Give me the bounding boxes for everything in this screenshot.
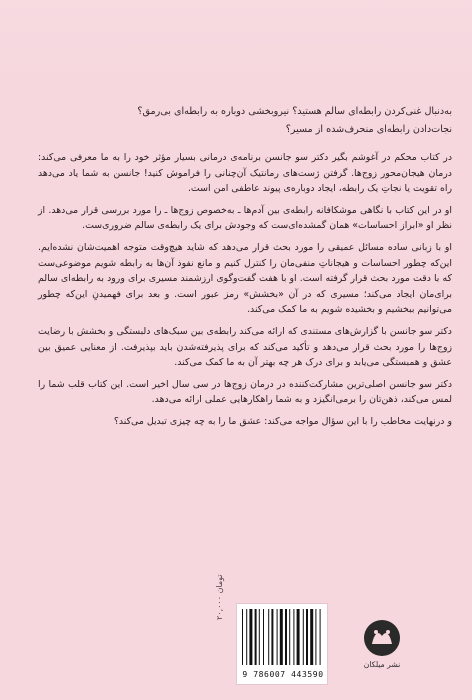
publisher-logo-icon [362, 618, 402, 658]
publisher-name: نشر میلکان [363, 660, 401, 669]
paragraph: او با زبانی ساده مسائل عمیقی را مورد بحث قرار می‌دهد که شاید هیچ‌وقت متوجه اهمیت‌شان نشده‌ایم. این‌که چطور احساسات و هیجاناتِ منفی‌مان را کنترل کنیم و مانع نفوذ آن‌ها به رابطه شویم موضوعی‌ست که با دقت مورد بحث قرار گرفته است. او با هفت گفت‌وگوی ارزشمند مسیری برای ورود به رابطه‌ای سالم برای‌مان ایجاد می‌کند؛ مسیری که در آن «بخشش» رمز عبور است. و بعد برای فهمیدنِ این‌که چطور می‌توانیم ببخشیم و بخشیده شویم به ما کمک می‌کند. [38, 241, 452, 316]
barcode-icon [236, 603, 328, 669]
intro-questions [38, 104, 452, 138]
description [38, 150, 452, 430]
publisher-logo [352, 618, 412, 688]
isbn-number: 9 786007 443590 [242, 670, 324, 679]
cover-text [38, 104, 452, 436]
paragraph: او در این کتاب با نگاهی موشکافانه رابطه‌ی بین آدم‌ها ـ به‌خصوص زوج‌ها ـ را مورد بررسی قرار می‌دهد. از نظر او «ابراز احساسات» همان گمشده‌ای‌ست که وجودش برای یک رابطه‌ی سالم ضروری‌ست. [38, 204, 452, 232]
intro-line-2: نجات‌دادن رابطه‌ای منحرف‌شده از مسیر؟ [285, 124, 452, 135]
top-background [0, 0, 472, 80]
paragraph: در کتاب محکم در آغوشم بگیر دکتر سو جانسن برنامه‌ی درمانی بسیار مؤثر خود را به ما معرفی می‌کند: درمان هیجان‌محور زوج‌ها. گرفتن ژست‌های رمانتیک آن‌چنانی را فراموش کنید! جانسن به شما یاد می‌دهد راه تقویت یا نجاتِ یک رابطه، ایجاد دوباره‌ی پیوند عاطفی امن است. [38, 152, 452, 195]
price-label: ۲۰,۰۰۰ تومان [215, 574, 224, 620]
paragraph: و درنهایت مخاطب را با این سؤال مواجه می‌کند: عشق ما را به چه چیزی تبدیل می‌کند؟ [113, 415, 452, 427]
paragraph: دکتر سو جانسن اصلی‌ترین مشارکت‌کننده در درمان زوج‌ها در سی سال اخیر است. این کتاب قلب شما را لمس می‌کند، ذهن‌تان را برمی‌انگیزد و به شما راهکارهایی عملی ارائه می‌دهد. [38, 378, 452, 406]
paragraph: دکتر سو جانسن با گزارش‌های مستندی که ارائه می‌کند رابطه‌ی بین سبک‌های دلبستگی و بخشش با رضایت زوج‌ها را مورد بحث قرار می‌دهد و تأکید می‌کند که برای پذیرفته‌شدن باید بپذیرفت. از معنایی عمیق بین عشق و همبستگی می‌یابد و برای درک هر چه بهتر آن به ما کمک می‌کند. [38, 325, 452, 369]
intro-line-1: به‌دنبال غنی‌کردن رابطه‌ای سالم هستید؟ نیروبخشی دوباره به رابطه‌ای بی‌رمق؟ [137, 106, 452, 117]
